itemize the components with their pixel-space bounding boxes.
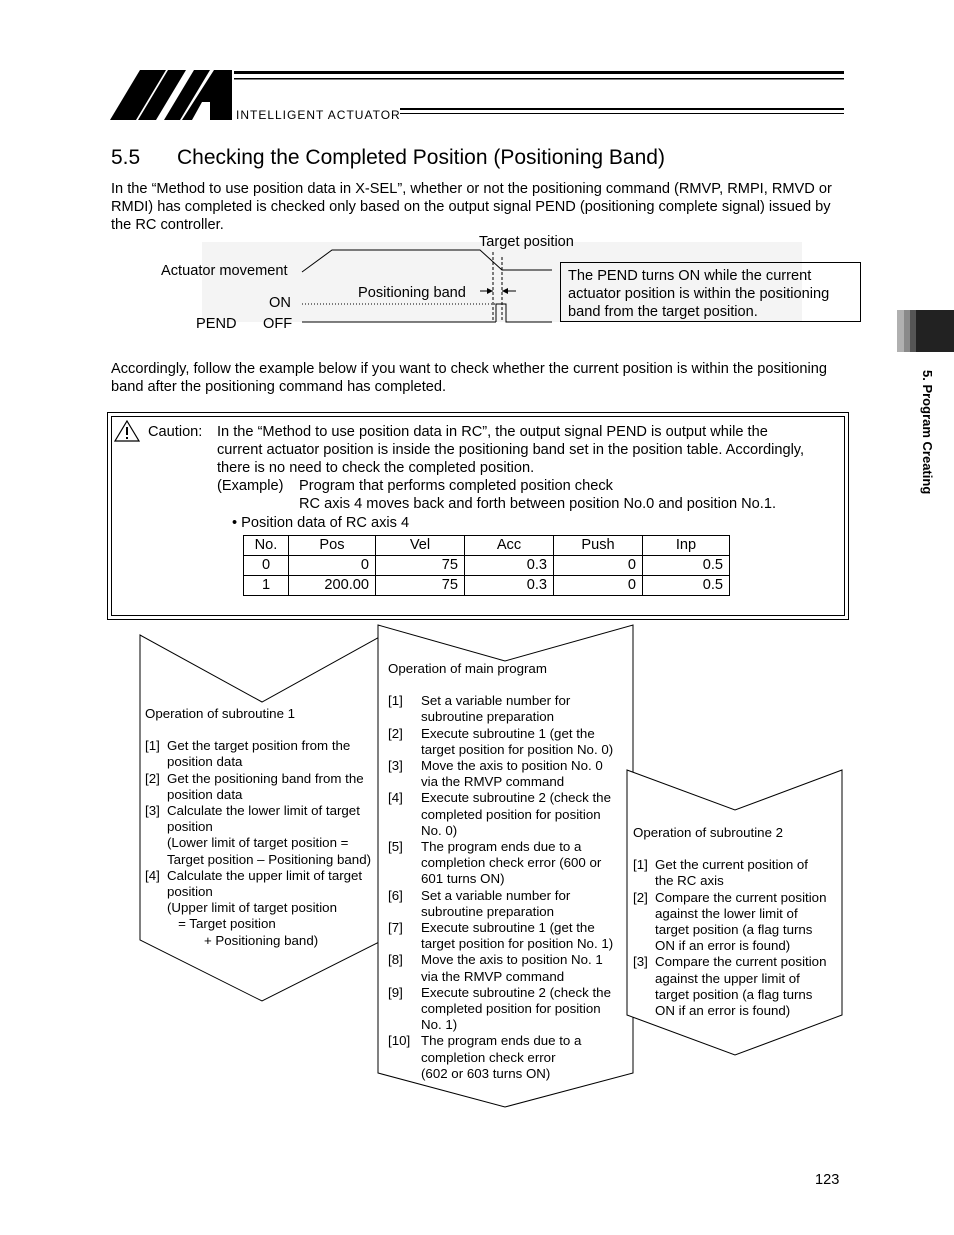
list-item bbox=[388, 726, 632, 758]
list-text: completed position for position bbox=[421, 1001, 601, 1017]
caution-label: Caution: bbox=[148, 424, 203, 440]
example-line-2: RC axis 4 moves back and forth between position No.0 and position No.1. bbox=[299, 496, 776, 512]
list-text: The program ends due to a bbox=[421, 839, 582, 855]
table-header-cell: Acc bbox=[465, 536, 554, 556]
list-text: No. 0) bbox=[421, 822, 458, 838]
list-text: the RC axis bbox=[655, 873, 724, 889]
table-header-cell: Push bbox=[554, 536, 643, 556]
list-text: Get the target position from the bbox=[167, 738, 351, 754]
list-text: target position (a flag turns bbox=[655, 986, 813, 1002]
list-index: [9] bbox=[388, 984, 403, 1000]
table-cell: 75 bbox=[376, 576, 465, 596]
list-item bbox=[388, 1033, 632, 1082]
table-cell: 75 bbox=[376, 556, 465, 576]
list-item bbox=[388, 952, 632, 984]
table-header-cell: Pos bbox=[289, 536, 376, 556]
subroutine-2-title: Operation of subroutine 2 bbox=[633, 825, 784, 840]
list-index: [2] bbox=[145, 770, 160, 786]
chapter-tab bbox=[897, 310, 954, 352]
logo-text: INTELLIGENT ACTUATOR bbox=[236, 108, 401, 122]
main-program-title: Operation of main program bbox=[388, 661, 547, 676]
pend-label: PEND bbox=[196, 316, 237, 332]
intro-paragraph: In the “Method to use position data in X-SEL”, whether or not the positioning command (RMVP, RMPI, RMVD or RMDI) has completed is checked only based on the output signal PEND (positioning complete signal) issued by the RC controller. bbox=[111, 181, 832, 233]
table-cell: 0.3 bbox=[465, 556, 554, 576]
list-text: (Lower limit of target position = bbox=[167, 835, 349, 851]
list-text: subroutine preparation bbox=[421, 709, 555, 725]
table-cell: 0 bbox=[244, 556, 289, 576]
list-index: [1] bbox=[145, 738, 160, 754]
list-text: Execute subroutine 2 (check the bbox=[421, 984, 611, 1000]
table-cell: 0.5 bbox=[643, 556, 730, 576]
list-text: Compare the current position bbox=[655, 954, 827, 970]
list-text: ON if an error is found) bbox=[655, 938, 791, 954]
list-text: No. 1) bbox=[421, 1017, 458, 1033]
list-text: Get the current position of bbox=[655, 857, 808, 873]
actuator-movement-label: Actuator movement bbox=[161, 263, 288, 279]
section-number: 5.5 bbox=[111, 146, 141, 169]
list-item bbox=[145, 738, 381, 770]
target-position-label: Target position bbox=[479, 234, 574, 250]
caution-text: In the “Method to use position data in RC”, the output signal PEND is output while the current actuator position is inside the positioning band set in the position table. Accordingly, there is no need to check the completed position. bbox=[217, 424, 805, 476]
list-text: target position for position No. 1) bbox=[421, 936, 614, 952]
list-item bbox=[388, 693, 632, 725]
list-index: [4] bbox=[145, 867, 160, 883]
table-cell: 0 bbox=[554, 556, 643, 576]
list-text: + Positioning band) bbox=[167, 932, 319, 948]
list-text: completion check error bbox=[421, 1049, 556, 1065]
list-index: [3] bbox=[633, 954, 648, 970]
list-item bbox=[388, 888, 632, 920]
list-index: [6] bbox=[388, 887, 403, 903]
list-text: Target position – Positioning band) bbox=[167, 851, 372, 867]
list-index: [7] bbox=[388, 920, 403, 936]
list-text: completed position for position bbox=[421, 806, 601, 822]
list-item bbox=[633, 954, 843, 1019]
table-cell: 1 bbox=[244, 576, 289, 596]
subroutine-1-title: Operation of subroutine 1 bbox=[145, 706, 296, 721]
position-data-bullet: • Position data of RC axis 4 bbox=[232, 515, 410, 531]
list-item bbox=[388, 920, 632, 952]
list-text: position bbox=[167, 819, 213, 835]
list-item bbox=[145, 868, 381, 949]
table-cell: 200.00 bbox=[289, 576, 376, 596]
list-text: target position (a flag turns bbox=[655, 922, 813, 938]
list-item bbox=[633, 890, 843, 955]
list-text: completion check error (600 or bbox=[421, 855, 602, 871]
list-index: [1] bbox=[633, 857, 648, 873]
list-text: Compare the current position bbox=[655, 889, 827, 905]
list-item bbox=[388, 790, 632, 839]
list-text: Execute subroutine 2 (check the bbox=[421, 790, 611, 806]
list-index: [2] bbox=[388, 725, 403, 741]
positioning-band-label: Positioning band bbox=[358, 285, 466, 301]
pend-note-box: The PEND turns ON while the current actuator position is within the positioning band from the target position. bbox=[560, 262, 861, 322]
list-index: [1] bbox=[388, 693, 403, 709]
list-index: [8] bbox=[388, 952, 403, 968]
list-text: target position for position No. 0) bbox=[421, 741, 614, 757]
list-text: The program ends due to a bbox=[421, 1033, 582, 1049]
main-program-text bbox=[388, 661, 632, 1082]
chapter-label-text: 5. Program Creating bbox=[920, 370, 935, 495]
list-text: ON if an error is found) bbox=[655, 1003, 791, 1019]
list-text: Move the axis to position No. 0 bbox=[421, 758, 603, 774]
list-index: [3] bbox=[388, 758, 403, 774]
follow-paragraph: Accordingly, follow the example below if you want to check whether the current position is within the positioning band after the positioning command has completed. bbox=[111, 361, 828, 395]
list-text: position data bbox=[167, 754, 243, 770]
list-index: [3] bbox=[145, 803, 160, 819]
example-label: (Example) bbox=[217, 478, 284, 494]
list-item bbox=[388, 758, 632, 790]
chapter-label bbox=[917, 370, 937, 530]
table-cell: 0 bbox=[554, 576, 643, 596]
off-label: OFF bbox=[263, 316, 293, 332]
list-text: (602 or 603 turns ON) bbox=[421, 1065, 551, 1081]
list-text: via the RMVP command bbox=[421, 968, 565, 984]
example-line-1: Program that performs completed position check bbox=[299, 478, 613, 494]
table-cell: 0 bbox=[289, 556, 376, 576]
list-text: Execute subroutine 1 (get the bbox=[421, 725, 595, 741]
table-cell: 0.5 bbox=[643, 576, 730, 596]
list-text: Get the positioning band from the bbox=[167, 770, 364, 786]
list-text: against the upper limit of bbox=[655, 970, 800, 986]
list-text: Execute subroutine 1 (get the bbox=[421, 920, 595, 936]
list-text: position data bbox=[167, 786, 243, 802]
list-item bbox=[388, 985, 632, 1034]
list-text: Move the axis to position No. 1 bbox=[421, 952, 603, 968]
list-item bbox=[388, 839, 632, 888]
table-cell: 0.3 bbox=[465, 576, 554, 596]
subroutine-2-text bbox=[633, 825, 843, 1019]
list-text: Set a variable number for bbox=[421, 693, 571, 709]
list-text: subroutine preparation bbox=[421, 903, 555, 919]
list-item bbox=[145, 771, 381, 803]
list-text: 601 turns ON) bbox=[421, 871, 505, 887]
list-text: Calculate the lower limit of target bbox=[167, 803, 360, 819]
subroutine-1-text bbox=[145, 706, 381, 949]
page-number: 123 bbox=[815, 1172, 840, 1188]
list-item bbox=[633, 857, 843, 889]
list-text: (Upper limit of target position bbox=[167, 900, 337, 916]
list-index: [10] bbox=[388, 1033, 411, 1049]
list-text: position bbox=[167, 884, 213, 900]
table-header-cell: Inp bbox=[643, 536, 730, 556]
section-title-text: Checking the Completed Position (Positioning Band) bbox=[177, 146, 665, 169]
on-label: ON bbox=[269, 295, 291, 311]
list-index: [4] bbox=[388, 790, 403, 806]
table-header-cell: No. bbox=[244, 536, 289, 556]
table-header-cell: Vel bbox=[376, 536, 465, 556]
list-index: [2] bbox=[633, 889, 648, 905]
list-text: = Target position bbox=[167, 916, 276, 932]
list-index: [5] bbox=[388, 839, 403, 855]
list-text: via the RMVP command bbox=[421, 774, 565, 790]
list-text: Set a variable number for bbox=[421, 887, 571, 903]
list-text: Calculate the upper limit of target bbox=[167, 867, 363, 883]
list-item bbox=[145, 803, 381, 868]
list-text: against the lower limit of bbox=[655, 905, 798, 921]
